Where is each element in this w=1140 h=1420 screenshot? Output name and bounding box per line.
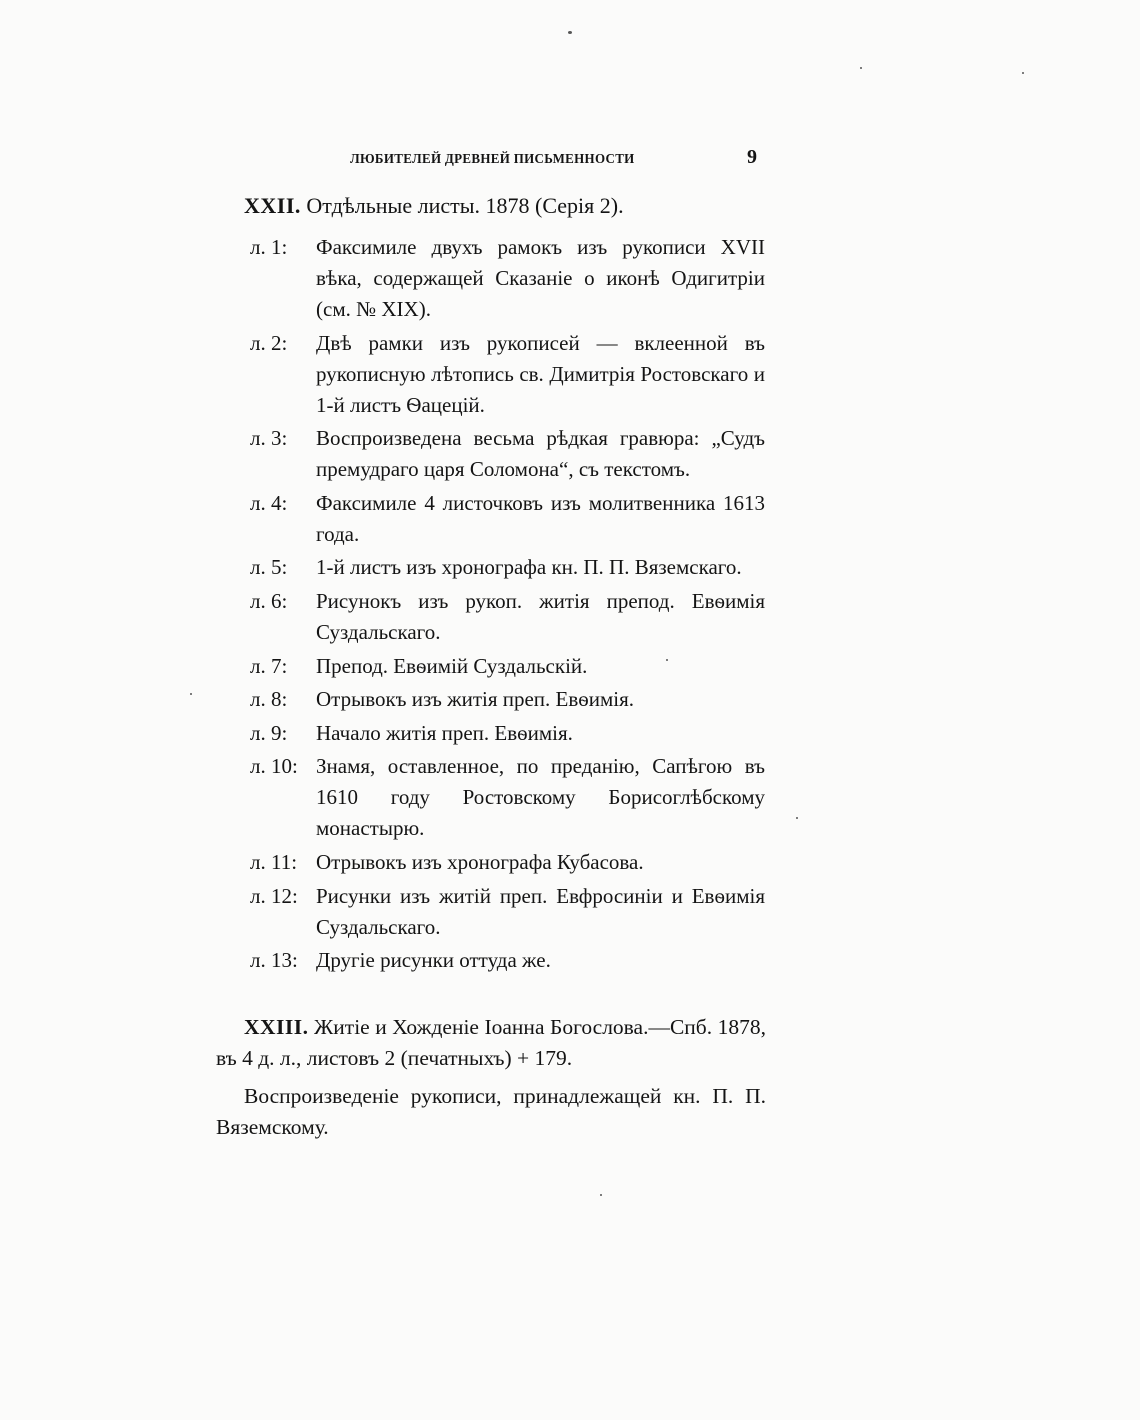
- leaf-description: Факсимиле двухъ рамокъ изъ рукописи XVII вѣка, содержащей Сказаніе о иконѣ Одигитріи (см. № XIX).: [316, 235, 765, 321]
- running-head: ЛЮБИТЕЛЕЙ ДРЕВНЕЙ ПИСЬМЕННОСТИ: [350, 150, 635, 167]
- leaf-description: Рисунки изъ житій преп. Евфросиніи и Евѳимія Суздальскаго.: [316, 883, 765, 939]
- leaf-label: л. 5:: [250, 555, 288, 580]
- section-xxii-numeral: XXII.: [244, 193, 301, 218]
- leaf-entry: [250, 488, 765, 550]
- leaf-description: Воспроизведена весьма рѣдкая гравюра: „Судъ премудраго царя Соломона“, съ текстомъ.: [316, 426, 765, 482]
- scan-speck: [600, 1194, 602, 1196]
- leaf-entry: [250, 328, 765, 421]
- leaf-entry: [250, 651, 765, 682]
- leaf-entry: [250, 945, 765, 976]
- scan-speck: [860, 67, 862, 69]
- leaf-description: Отрывокъ изъ хронографа Кубасова.: [316, 849, 644, 874]
- leaf-label: л. 6:: [250, 588, 288, 613]
- leaf-entry: [250, 423, 765, 485]
- leaf-entry: [250, 552, 765, 583]
- scan-speck: [666, 659, 668, 661]
- leaf-label: л. 3:: [250, 426, 288, 451]
- leaf-label: л. 11:: [250, 849, 298, 874]
- leaf-entry: [250, 718, 765, 749]
- leaf-label: л. 4:: [250, 490, 288, 515]
- leaf-description: Двѣ рамки изъ рукописей — вклеенной въ рукописную лѣтопись св. Димитрія Ростовскаго и 1-й листъ Ѳацецій.: [316, 330, 765, 417]
- section-xxii-heading: [244, 190, 624, 221]
- section-xxii-title: Отдѣльные листы. 1878 (Серія 2).: [300, 193, 624, 218]
- section-xxiii-note: Воспроизведеніе рукописи, принадлежащей кн. П. П. Вяземскому.: [216, 1084, 766, 1139]
- leaf-description: Знамя, оставленное, по преданію, Сапѣгою въ 1610 году Ростовскому Борисоглѣбскому монастырю.: [316, 754, 765, 841]
- leaf-description: Факсимиле 4 листочковъ изъ молитвенника 1613 года.: [316, 490, 765, 546]
- leaf-entry: [250, 751, 765, 844]
- section-xxiii-heading: [216, 1012, 766, 1074]
- page-number: 9: [747, 146, 757, 168]
- scan-speck: [568, 31, 572, 34]
- scan-speck: [1022, 72, 1024, 74]
- leaf-label: л. 7:: [250, 653, 288, 678]
- leaf-description: Отрывокъ изъ житія преп. Евѳимія.: [316, 687, 635, 712]
- scan-speck: [190, 693, 192, 695]
- leaf-label: л. 9:: [250, 720, 288, 745]
- leaf-entry: [250, 881, 765, 943]
- leaf-description: Начало житія преп. Евѳимія.: [316, 720, 573, 745]
- leaf-entry: [250, 586, 765, 648]
- leaf-entry: [250, 847, 765, 878]
- leaf-label: л. 2:: [250, 330, 288, 355]
- leaf-label: л. 8:: [250, 687, 288, 712]
- leaf-label: л. 13:: [250, 948, 298, 973]
- section-xxiii-numeral: XXIII.: [244, 1015, 309, 1039]
- leaf-description: 1-й листъ изъ хронографа кн. П. П. Вяземскаго.: [316, 555, 742, 580]
- leaf-label: л. 1:: [250, 235, 288, 259]
- leaf-description: Рисунокъ изъ рукоп. житія препод. Евѳимія Суздальскаго.: [316, 588, 765, 644]
- leaf-description: Другіе рисунки оттуда же.: [316, 948, 551, 973]
- leaf-list: [250, 232, 765, 979]
- section-xxiii: [216, 1012, 766, 1143]
- leaf-entry: [250, 684, 765, 715]
- leaf-label: л. 10:: [250, 754, 298, 779]
- leaf-description: Препод. Евѳимій Суздальскій.: [316, 653, 588, 678]
- scan-speck: [796, 817, 798, 819]
- leaf-label: л. 12:: [250, 883, 298, 908]
- leaf-entry: [250, 232, 765, 325]
- section-xxiii-title: Житіе и Хожденіе Іоанна Богослова.—Спб. 1878, въ 4 д. л., листовъ 2 (печатныхъ) + 179.: [216, 1015, 766, 1070]
